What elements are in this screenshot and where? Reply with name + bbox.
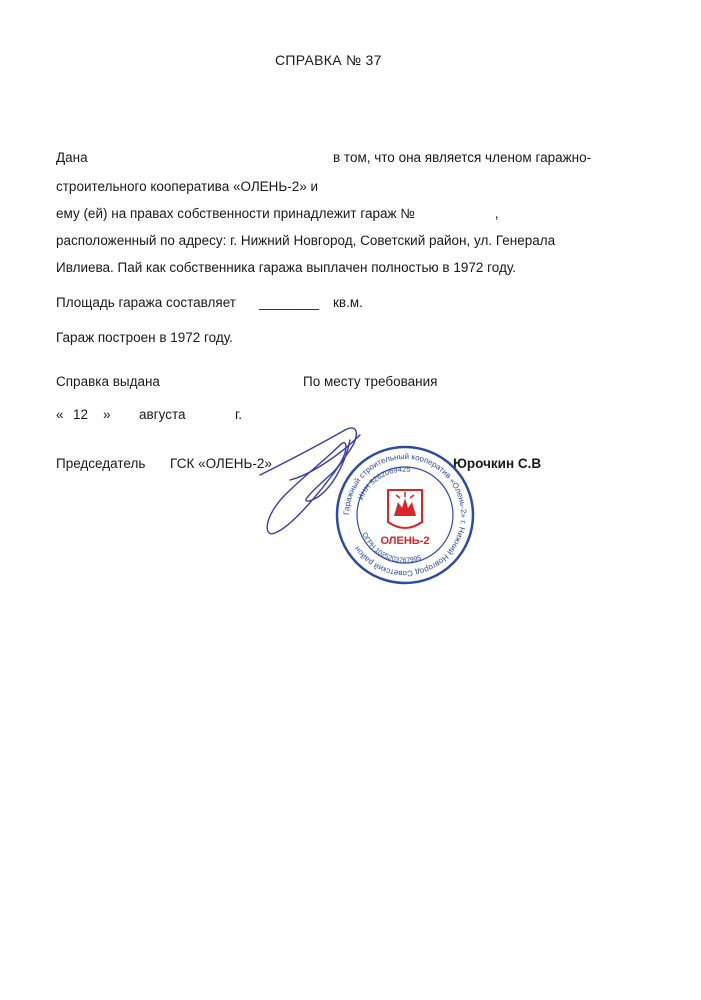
date-year-suffix: г. bbox=[235, 407, 243, 422]
area-unit: кв.м. bbox=[333, 295, 363, 310]
stamp-inn: ИНН 5262069425 bbox=[355, 464, 411, 502]
ownership-label: ему (ей) на правах собственности принадлежит гараж № bbox=[56, 206, 415, 221]
built-year-text: Гараж построен в 1972 году. bbox=[56, 330, 233, 345]
document-title: СПРАВКА № 37 bbox=[275, 52, 382, 68]
given-to-label: Дана bbox=[56, 150, 88, 165]
signer-name: Юрочкин С.В bbox=[453, 456, 542, 471]
area-label: Площадь гаража составляет bbox=[56, 295, 236, 310]
stamp-ogrn: ОГРН 1025203767995 bbox=[360, 531, 423, 565]
ownership-text bbox=[56, 206, 499, 222]
signature bbox=[250, 405, 370, 545]
issued-place: По месту требования bbox=[303, 374, 438, 389]
signature-stroke bbox=[260, 428, 360, 534]
chair-label: Председатель bbox=[56, 456, 146, 471]
area-blank: ________ bbox=[259, 295, 320, 310]
cooperative-text: строительного кооператива «ОЛЕНЬ-2» и bbox=[56, 179, 319, 194]
date-day: 12 bbox=[73, 407, 89, 422]
date-month: августа bbox=[139, 407, 186, 422]
date-close-quote: » bbox=[103, 407, 111, 422]
date-open-quote: « bbox=[56, 407, 64, 422]
payment-text: Ивлиева. Пай как собственника гаража выплачен полностью в 1972 году. bbox=[56, 260, 516, 275]
deer-emblem-icon bbox=[388, 490, 422, 528]
membership-text: в том, что она является членом гаражно- bbox=[333, 150, 592, 165]
ownership-comma: , bbox=[494, 206, 499, 221]
address-text: расположенный по адресу: г. Нижний Новгород, Советский район, ул. Генерала bbox=[56, 233, 556, 248]
stamp-center-label: ОЛЕНЬ-2 bbox=[380, 535, 430, 547]
issued-label: Справка выдана bbox=[56, 374, 160, 389]
stamp-outer-text: Гаражный строительный кооператив «Олень-2» г. Нижний Новгород Советский район bbox=[341, 451, 469, 579]
chair-organization: ГСК «ОЛЕНЬ-2» bbox=[170, 456, 272, 471]
